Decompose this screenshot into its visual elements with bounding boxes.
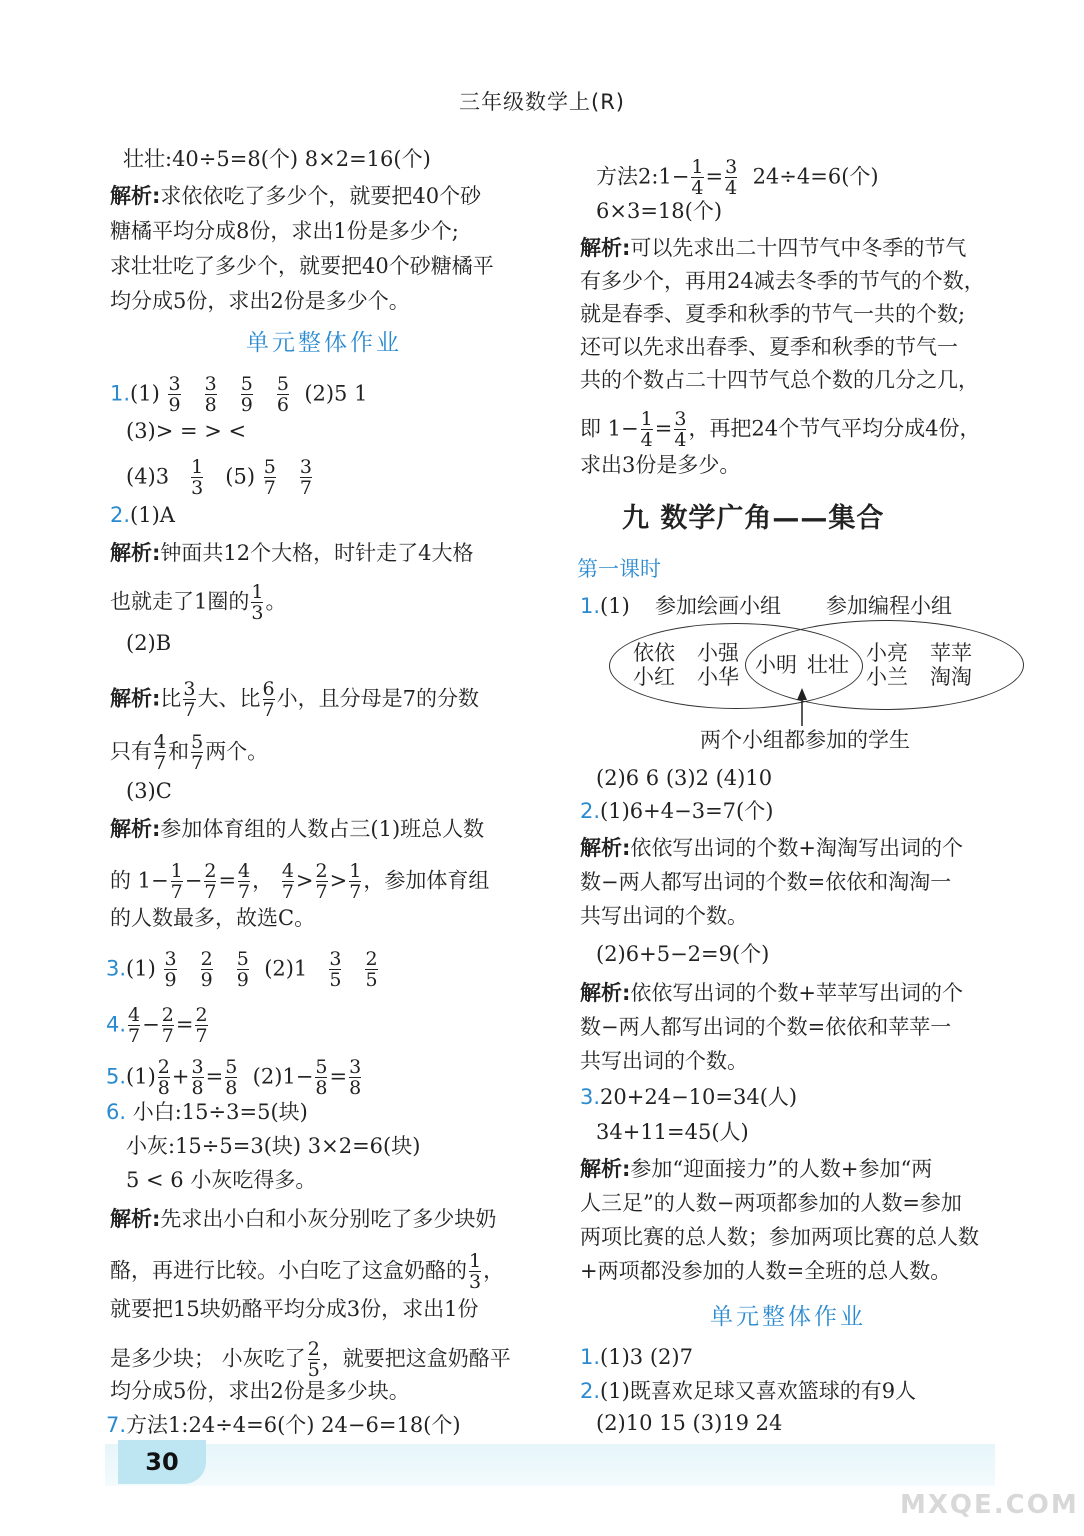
watermark: MXQE.COM <box>900 1490 1079 1520</box>
answer-line: 壮壮:40÷5=8(个) 8×2=16(个) <box>123 147 431 171</box>
answer-line: 6×3=18(个) <box>596 199 723 223</box>
fraction: $\frac{2}{5}$ <box>365 948 378 991</box>
question-7: 7.方法1:24÷4=6(个) 24−6=18(个) <box>106 1413 461 1437</box>
analysis-line: 均分成5份，求出2份是多少个。 <box>110 289 410 313</box>
question-1: 1.(1) <box>580 594 630 618</box>
analysis-line: 只有 $\frac{4}{7}$ 和 $\frac{5}{7}$ 两个。 <box>110 731 269 774</box>
analysis-line: 解析:依依写出词的个数+淘淘写出词的个 <box>580 836 964 860</box>
question-2: 2.(1)既喜欢足球又喜欢篮球的有9人 <box>580 1379 917 1403</box>
analysis-line: 就要把15块奶酪平均分成3份，求出1份 <box>110 1297 479 1321</box>
answer-line: (2)10 15 (3)19 24 <box>596 1411 783 1435</box>
analysis-line: 解析:求依依吃了多少个，就要把40个砂 <box>110 184 482 208</box>
fraction: $\frac{5}{8}$ <box>225 1056 238 1099</box>
analysis-line: 糖橘平均分成8份，求出1份是多少个; <box>110 219 459 243</box>
analysis-line: 的 1− $\frac{1}{7}$ − $\frac{2}{7}$ = $\frac{4}{7}$ ， $\frac{4}{7}$ > $\frac{2}{7}$ > $\frac{1}{7}$ ，参加体育组 <box>110 860 490 903</box>
fraction: $\frac{4}{7}$ <box>281 860 294 903</box>
fraction: $\frac{1}{3}$ <box>191 456 204 499</box>
question-2: 2.(1)6+4−3=7(个) <box>580 799 774 823</box>
question-1-part-1: 1.(1) $\frac{3}{9}$ $\frac{3}{8}$ $\frac{5}{9}$ $\frac{5}{6}$ (2)5 1 <box>110 373 368 416</box>
question-5: 5.(1) $\frac{2}{8}$ + $\frac{3}{8}$ = $\frac{5}{8}$ (2)1− $\frac{5}{8}$ = $\frac{3}{8}$ <box>106 1056 362 1099</box>
fraction: $\frac{5}{9}$ <box>240 373 253 416</box>
analysis-line: 解析:参加“迎面接力”的人数+参加“两 <box>580 1157 933 1181</box>
venn-label-left: 参加绘画小组 <box>655 594 781 618</box>
fraction: $\frac{1}{4}$ <box>640 408 653 451</box>
analysis-line: +两项都没参加的人数=全班的总人数。 <box>580 1259 952 1283</box>
fraction: $\frac{3}{4}$ <box>674 408 687 451</box>
venn-label-right: 参加编程小组 <box>826 594 952 618</box>
fraction: $\frac{2}{5}$ <box>307 1338 320 1381</box>
analysis-line: 解析:先求出小白和小灰分别吃了多少块奶 <box>110 1207 497 1231</box>
answer-line: 34+11=45(人) <box>596 1120 749 1144</box>
section-title: 单元整体作业 <box>246 330 402 356</box>
chapter-title: 九 数学广角——集合 <box>622 503 885 534</box>
fraction: $\frac{4}{7}$ <box>238 860 251 903</box>
analysis-line: 求壮壮吃了多少个，就要把40个砂糖橘平 <box>110 254 494 278</box>
answer-line: 方法2:1− $\frac{1}{4}$ = $\frac{3}{4}$ 24÷4=6(个) <box>596 156 879 199</box>
page-number: 30 <box>118 1440 206 1484</box>
fraction: $\frac{5}{8}$ <box>315 1056 328 1099</box>
question-2-part-2: (2)B <box>126 631 172 655</box>
analysis-line: 解析:参加体育组的人数占三(1)班总人数 <box>110 817 485 841</box>
analysis-line: 解析:可以先求出二十四节气中冬季的节气 <box>580 236 967 260</box>
analysis-line: 就是春季、夏季和秋季的节气一共的个数; <box>580 302 966 326</box>
question-3: 3.(1) $\frac{3}{9}$ $\frac{2}{9}$ $\frac{5}{9}$ (2)1 $\frac{3}{5}$ $\frac{2}{5}$ <box>106 948 378 991</box>
fraction: $\frac{2}{7}$ <box>195 1004 208 1047</box>
analysis-line: 酪，再进行比较。小白吃了这盒奶酪的 $\frac{1}{3}$ ， <box>110 1250 505 1293</box>
venn-name: 依依 <box>633 641 675 665</box>
section-title: 单元整体作业 <box>710 1304 866 1330</box>
analysis-line: 人三足”的人数−两项都参加的人数=参加 <box>580 1191 962 1215</box>
fraction: $\frac{1}{7}$ <box>349 860 362 903</box>
page-header: 三年级数学上(R) <box>459 90 625 114</box>
fraction: $\frac{2}{8}$ <box>157 1056 170 1099</box>
answer-line: (2)6+5−2=9(个) <box>596 942 770 966</box>
fraction: $\frac{3}{8}$ <box>191 1056 204 1099</box>
fraction: $\frac{2}{7}$ <box>315 860 328 903</box>
fraction: $\frac{3}{8}$ <box>349 1056 362 1099</box>
analysis-line: 是多少块； 小灰吃了 $\frac{2}{5}$ ，就要把这盒奶酪平 <box>110 1338 511 1381</box>
analysis-line: 解析:比 $\frac{3}{7}$ 大、比 $\frac{6}{7}$ 小，且分母是7的分数 <box>110 678 479 721</box>
fraction: $\frac{3}{7}$ <box>299 456 312 499</box>
question-2-part-3: (3)C <box>126 779 172 803</box>
fraction: $\frac{3}{8}$ <box>204 373 217 416</box>
fraction: $\frac{2}{7}$ <box>204 860 217 903</box>
question-4: 4. $\frac{4}{7}$ − $\frac{2}{7}$ = $\frac{2}{7}$ <box>106 1004 208 1047</box>
venn-name: 壮壮 <box>807 653 849 677</box>
footer-band <box>105 1444 995 1486</box>
venn-name: 小强 <box>697 641 739 665</box>
analysis-line: 解析:依依写出词的个数+苹苹写出词的个 <box>580 981 964 1005</box>
venn-name: 小明 <box>755 653 797 677</box>
analysis-line: 共写出词的个数。 <box>580 904 748 928</box>
analysis-line: 还可以先求出春季、夏季和秋季的节气一 <box>580 335 958 359</box>
analysis-line: 数−两人都写出词的个数=依依和淘淘一 <box>580 870 952 894</box>
fraction: $\frac{2}{7}$ <box>161 1004 174 1047</box>
fraction: $\frac{1}{7}$ <box>170 860 183 903</box>
venn-caption: 两个小组都参加的学生 <box>700 728 910 752</box>
analysis-line: 的人数最多，故选C。 <box>110 906 316 930</box>
fraction: $\frac{1}{3}$ <box>469 1250 482 1293</box>
fraction: $\frac{3}{9}$ <box>164 948 177 991</box>
fraction: $\frac{3}{4}$ <box>725 156 738 199</box>
fraction: $\frac{6}{7}$ <box>262 678 275 721</box>
analysis-line: 有多少个，再用24减去冬季的节气的个数， <box>580 269 985 293</box>
venn-name: 淘淘 <box>930 665 972 689</box>
analysis-line: 解析:钟面共12个大格，时针走了4大格 <box>110 541 474 565</box>
analysis-line: 均分成5份，求出2份是多少块。 <box>110 1379 410 1403</box>
analysis-line: 两项比赛的总人数；参加两项比赛的总人数 <box>580 1225 979 1249</box>
fraction: $\frac{5}{7}$ <box>263 456 276 499</box>
analysis-line: 即 1− $\frac{1}{4}$ = $\frac{3}{4}$ ，再把24个节气平均分成4份， <box>580 408 981 451</box>
fraction: $\frac{3}{7}$ <box>183 678 196 721</box>
fraction: $\frac{4}{7}$ <box>128 1004 141 1047</box>
venn-name: 小兰 <box>866 665 908 689</box>
venn-name: 小亮 <box>866 641 908 665</box>
fraction: $\frac{4}{7}$ <box>154 731 167 774</box>
analysis-line: 也就走了1圈的 $\frac{1}{3}$ 。 <box>110 581 287 624</box>
analysis-line: 求出3份是多少。 <box>580 453 741 477</box>
question-6: 6. 小白:15÷3=5(块) <box>106 1100 308 1124</box>
fraction: $\frac{1}{4}$ <box>691 156 704 199</box>
question-1-part-4: (4)3 $\frac{1}{3}$ (5) $\frac{5}{7}$ $\frac{3}{7}$ <box>126 456 312 499</box>
analysis-line: 数−两人都写出词的个数=依依和苹苹一 <box>580 1015 952 1039</box>
fraction: $\frac{1}{3}$ <box>251 581 264 624</box>
fraction: $\frac{2}{9}$ <box>200 948 213 991</box>
venn-name: 小华 <box>697 665 739 689</box>
fraction: $\frac{5}{9}$ <box>236 948 249 991</box>
venn-name: 小红 <box>633 665 675 689</box>
venn-arrow-icon <box>794 688 810 726</box>
lesson-title: 第一课时 <box>577 557 661 581</box>
answer-line: (2)6 6 (3)2 (4)10 <box>596 766 773 790</box>
answer-line: 小灰:15÷5=3(块) 3×2=6(块) <box>126 1134 421 1158</box>
fraction: $\frac{5}{7}$ <box>191 731 204 774</box>
analysis-line: 共的个数占二十四节气总个数的几分之几， <box>580 368 979 392</box>
question-3: 3.20+24−10=34(人) <box>580 1085 798 1109</box>
analysis-line: 共写出词的个数。 <box>580 1049 748 1073</box>
answer-line: 5 < 6 小灰吃得多。 <box>126 1168 317 1192</box>
question-1-part-3: (3)> = > < <box>126 419 247 443</box>
fraction: $\frac{5}{6}$ <box>276 373 289 416</box>
question-1: 1.(1)3 (2)7 <box>580 1345 693 1369</box>
venn-name: 苹苹 <box>930 641 972 665</box>
fraction: $\frac{3}{9}$ <box>168 373 181 416</box>
question-2: 2.(1)A <box>110 503 175 527</box>
fraction: $\frac{3}{5}$ <box>329 948 342 991</box>
